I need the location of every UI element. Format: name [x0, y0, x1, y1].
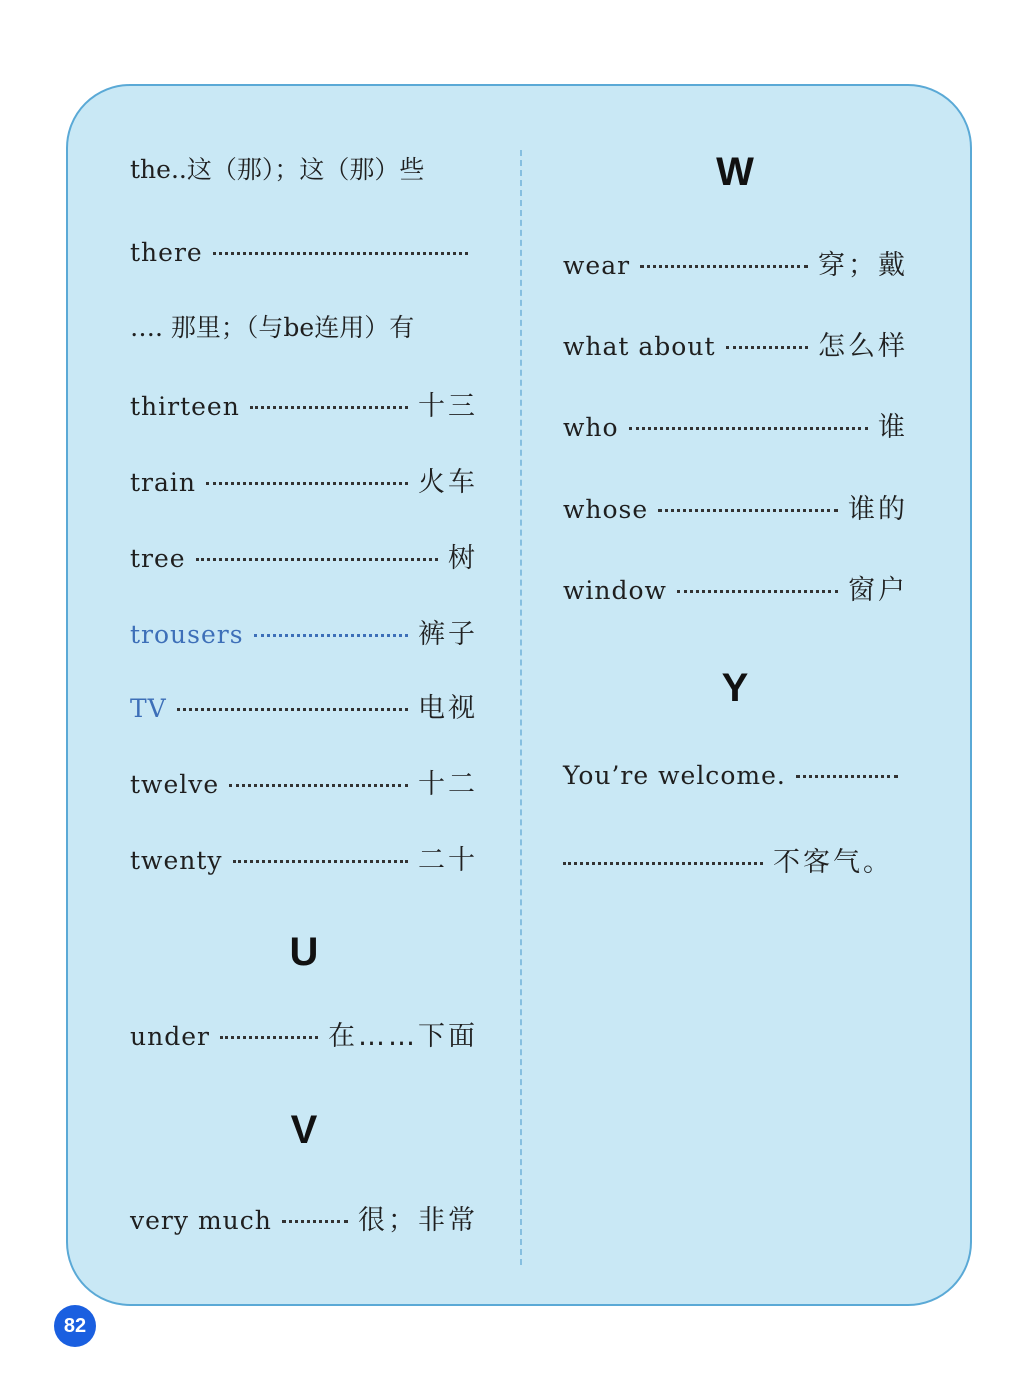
- leader-dots: [229, 784, 408, 787]
- entry-word: twenty: [130, 846, 223, 875]
- entry-wear: [563, 243, 908, 282]
- entry-meaning: 穿；戴: [818, 250, 908, 281]
- entry-word: under: [130, 1022, 210, 1051]
- section-letter-v: V: [290, 1108, 318, 1152]
- leader-dots: [563, 862, 763, 865]
- leader-dots: [726, 346, 808, 349]
- leader-dots: [177, 708, 408, 711]
- entry-meaning: 十三: [418, 391, 478, 422]
- entry-word: very much: [130, 1206, 272, 1235]
- entry-window: [563, 568, 908, 607]
- entry-meaning: 火车: [418, 467, 478, 498]
- entry-there: [130, 238, 478, 267]
- entry-youre-welcome-meaning: [563, 840, 893, 879]
- leader-dots: [677, 590, 838, 593]
- entry-tree: [130, 536, 478, 575]
- entry-meaning: 很；非常: [358, 1205, 478, 1236]
- entry-meaning: 树: [448, 543, 478, 574]
- section-letter-u: U: [289, 930, 319, 974]
- entry-the: the..这（那）；这（那）些: [130, 155, 425, 184]
- entry-meaning: 在……下面: [328, 1021, 478, 1052]
- entry-meaning: 二十: [418, 845, 478, 876]
- column-divider: [520, 150, 522, 1265]
- entry-whose: [563, 487, 908, 526]
- entry-under: [130, 1014, 478, 1053]
- entry-who: [563, 405, 908, 444]
- entry-meaning: 裤子: [418, 619, 478, 650]
- leader-dots: [640, 265, 808, 268]
- entry-word: what about: [563, 332, 716, 361]
- entry-twenty: [130, 838, 478, 877]
- section-letter-w: W: [716, 150, 754, 194]
- entry-word: who: [563, 413, 619, 442]
- entry-meaning: 谁的: [848, 494, 908, 525]
- leader-dots: [658, 509, 838, 512]
- entry-word: wear: [563, 251, 631, 280]
- leader-dots: [206, 482, 408, 485]
- entry-meaning: 电视: [418, 693, 478, 724]
- entry-thirteen: [130, 384, 478, 423]
- leader-dots: [254, 634, 408, 637]
- entry-word: twelve: [130, 770, 220, 799]
- leader-dots: [629, 427, 868, 430]
- entry-youre-welcome: [563, 761, 908, 790]
- entry-word: whose: [563, 495, 649, 524]
- entry-tv: [130, 686, 478, 725]
- entry-word: You’re welcome.: [563, 761, 786, 790]
- page-number-badge: 82: [54, 1305, 96, 1347]
- leader-dots: [282, 1220, 348, 1223]
- entry-word: trousers: [130, 620, 244, 649]
- entry-word: TV: [130, 694, 167, 723]
- entry-trousers: [130, 612, 478, 651]
- entry-meaning: 怎么样: [818, 331, 908, 362]
- entry-word: there: [130, 238, 203, 267]
- leader-dots: [220, 1036, 318, 1039]
- entry-twelve: [130, 762, 478, 801]
- leader-dots: [250, 406, 408, 409]
- leader-dots: [213, 252, 468, 255]
- entry-meaning: 谁: [878, 412, 908, 443]
- entry-word: thirteen: [130, 392, 240, 421]
- entry-word: window: [563, 576, 667, 605]
- section-letter-y: Y: [721, 666, 749, 710]
- entry-there-meaning: …. 那里；（与be连用）有: [130, 313, 415, 342]
- entry-meaning: 不客气。: [773, 847, 893, 878]
- leader-dots: [196, 558, 438, 561]
- entry-word: tree: [130, 544, 186, 573]
- entry-what-about: [563, 324, 908, 363]
- entry-train: [130, 460, 478, 499]
- entry-meaning: 十二: [418, 769, 478, 800]
- leader-dots: [233, 860, 408, 863]
- entry-meaning: 窗户: [848, 575, 908, 606]
- leader-dots: [796, 775, 898, 778]
- entry-very-much: [130, 1198, 478, 1237]
- entry-word: train: [130, 468, 196, 497]
